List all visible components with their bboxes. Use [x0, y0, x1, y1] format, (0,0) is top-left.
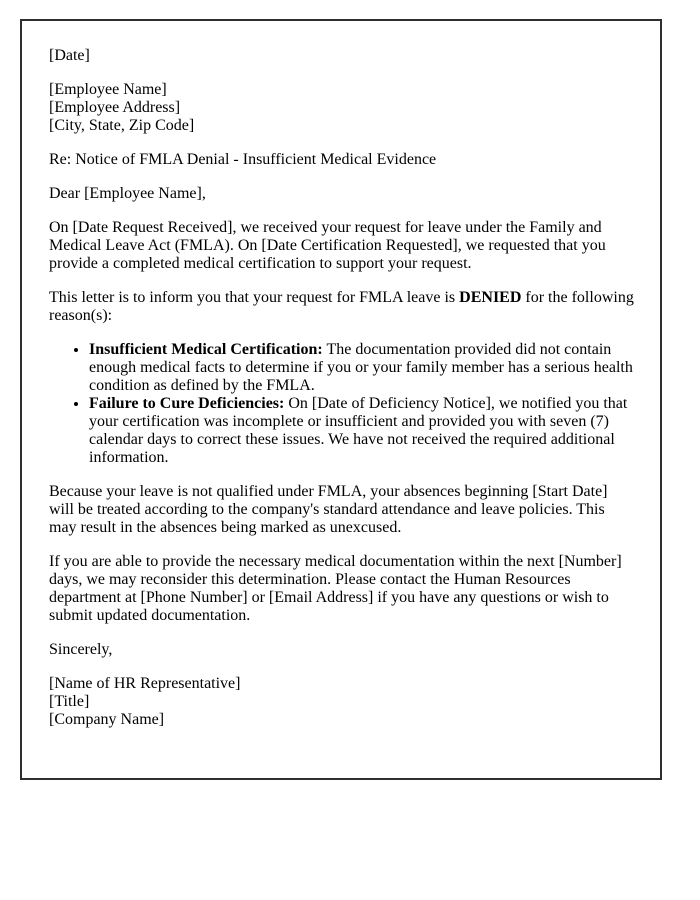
recipient-city-line: [City, State, Zip Code] — [49, 117, 195, 134]
denial-statement-paragraph: This letter is to inform you that your request for FMLA leave is DENIED for the following reason(s): — [49, 289, 634, 324]
letter-document — [20, 19, 662, 780]
recipient-name-line: [Employee Name] — [49, 81, 167, 98]
signature-name-line: [Name of HR Representative] — [49, 675, 241, 692]
reason-failure-to-cure: • Failure to Cure Deficiencies: On [Date of Deficiency Notice], we notified you that your certification was incomplete or insufficient and provided you with seven (7) calendar days to correct these issues. We have not received the required additional information. — [89, 395, 636, 467]
closing-line: Sincerely, — [49, 641, 113, 658]
signature-block — [49, 675, 636, 729]
intro-paragraph: On [Date Request Received], we received your request for leave under the Family and Medical Leave Act (FMLA). On [Date Certification Requested], we requested that you provide a completed medical certification to support your request. — [49, 219, 606, 272]
subject-line: Re: Notice of FMLA Denial - Insufficient Medical Evidence — [49, 151, 437, 168]
signature-company-line: [Company Name] — [49, 711, 165, 728]
consequences-paragraph: Because your leave is not qualified under FMLA, your absences beginning [Start Date] will be treated according to the company's standard attendance and leave policies. This may result in the absences being marked as unexcused. — [49, 483, 608, 536]
recipient-street-line: [Employee Address] — [49, 99, 181, 116]
recipient-address-block — [49, 81, 636, 135]
reconsideration-paragraph: If you are able to provide the necessary medical documentation within the next [Number] days, we may reconsider this determination. Please contact the Human Resources department at [Phone Number] or [Email Address] if you have any questions or wish to submit updated documentation. — [49, 553, 622, 624]
denial-reasons-list — [49, 341, 636, 467]
reason-insufficient-certification: • Insufficient Medical Certification: The documentation provided did not contain enough medical facts to determine if you or your family member has a serious health condition as defined by the FMLA. — [89, 341, 636, 395]
signature-title-line: [Title] — [49, 693, 90, 710]
salutation: Dear [Employee Name], — [49, 185, 206, 202]
date-placeholder: [Date] — [49, 47, 90, 64]
